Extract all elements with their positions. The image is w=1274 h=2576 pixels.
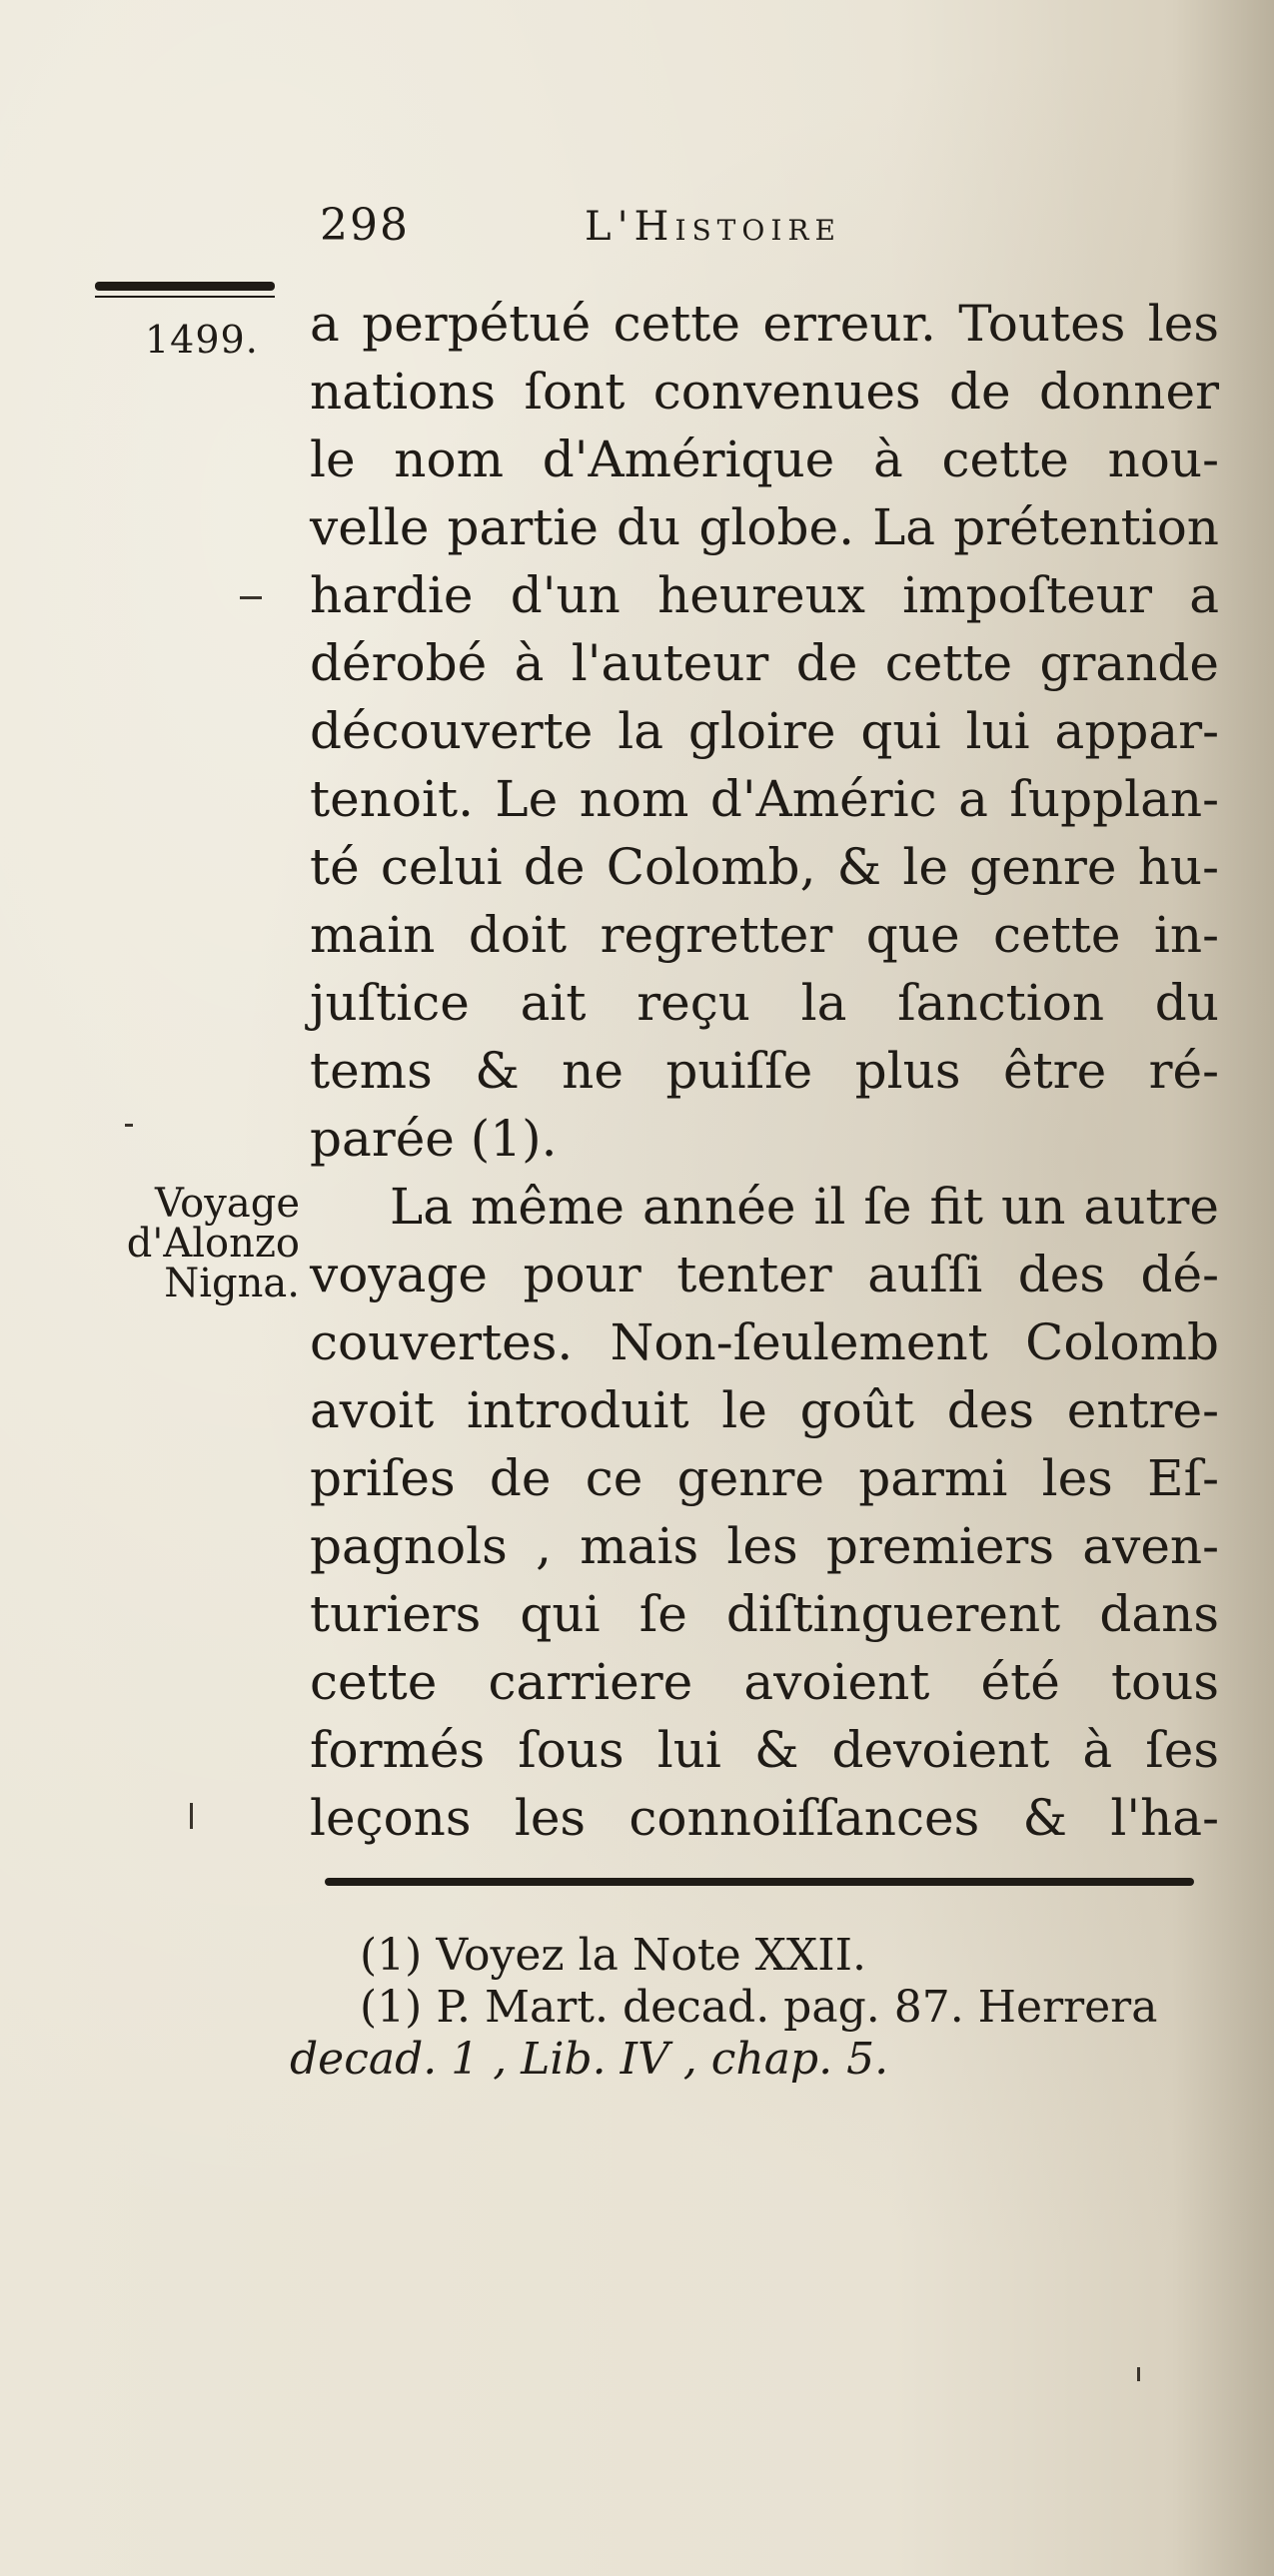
stray-mark <box>240 596 262 599</box>
footnote-2-continuation: decad. 1 , Lib. IV , chap. 5. <box>290 2034 889 2085</box>
text-line: juſtice ait reçu la ſanction du <box>310 974 1219 1032</box>
text-line: nations ſont convenues de donner <box>310 363 1219 421</box>
margin-note-line: Voyage <box>154 1181 300 1227</box>
stray-mark <box>1137 2367 1140 2381</box>
text-line: dérobé à l'auteur de cette grande <box>310 634 1219 692</box>
margin-note <box>70 1181 300 1306</box>
margin-rule-thin <box>95 296 275 298</box>
text-line: couvertes. Non-ſeulement Colomb <box>310 1313 1219 1371</box>
footnote-rule <box>325 1878 1194 1886</box>
text-line: découverte la gloire qui lui appar- <box>310 702 1219 760</box>
text-line: cette carriere avoient été tous <box>310 1653 1219 1711</box>
text-line: tems & ne puiſſe plus être ré- <box>310 1042 1219 1100</box>
text-line: té celui de Colomb, & le genre hu- <box>310 838 1219 896</box>
margin-rule <box>95 282 275 291</box>
text-line: main doit regretter que cette in- <box>310 906 1219 964</box>
text-line: pagnols , mais les premiers aven- <box>310 1517 1219 1575</box>
paragraph-start: La même année il ſe fit un autre <box>390 1178 1219 1236</box>
text-line: voyage pour tenter auſſi des dé- <box>310 1246 1219 1303</box>
text-line: le nom d'Amérique à cette nou- <box>310 430 1219 488</box>
margin-note-line: Nigna. <box>164 1261 300 1306</box>
margin-note-line: d'Alonzo <box>126 1221 300 1267</box>
page-header <box>320 200 1039 260</box>
text-line: turiers qui ſe diſtinguerent dans <box>310 1585 1219 1643</box>
margin-year: 1499. <box>145 318 259 362</box>
text-line: tenoit. Le nom d'Améric a ſupplan- <box>310 770 1219 828</box>
text-line: a perpétué cette erreur. Toutes les <box>310 295 1219 353</box>
footnotes <box>290 1930 1219 2086</box>
text-line: priſes de ce genre parmi les Eſ- <box>310 1449 1219 1507</box>
text-line: velle partie du globe. La prétention <box>310 498 1219 556</box>
running-head: L'Histoire <box>585 204 841 250</box>
body-text <box>310 290 1219 1852</box>
text-line: hardie d'un heureux impoſteur a <box>310 566 1219 624</box>
text-line: avoit introduit le goût des entre- <box>310 1381 1219 1439</box>
footnote-1: (1) Voyez la Note XXII. <box>360 1930 866 1981</box>
page-number: 298 <box>320 200 410 251</box>
text-line: formés ſous lui & devoient à ſes <box>310 1721 1219 1779</box>
text-line: leçons les connoiſſances & l'ha- <box>310 1789 1219 1847</box>
stray-mark <box>125 1124 133 1127</box>
footnote-2: (1) P. Mart. decad. pag. 87. Herrera <box>360 1982 1158 2033</box>
stray-mark <box>190 1803 193 1829</box>
text-line: parée (1). <box>310 1110 558 1168</box>
